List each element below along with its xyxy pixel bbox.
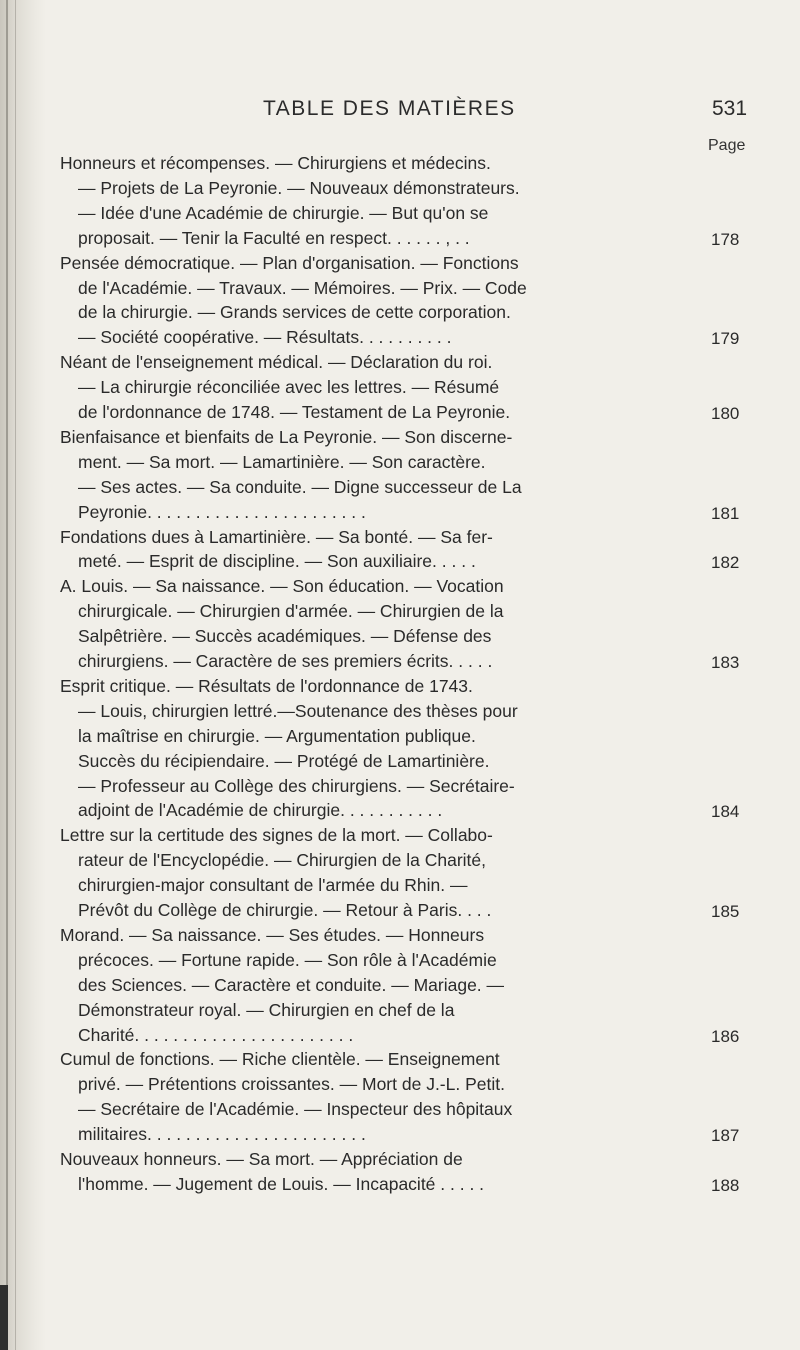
toc-entry-first-line: Pensée démocratique. — Plan d'organisation. — Fonctions <box>60 252 519 273</box>
toc-entry-first-line: Lettre sur la certitude des signes de la mort. — Collabo- <box>60 825 493 846</box>
page-column-label: Page <box>708 137 746 154</box>
toc-entry-first-line: Cumul de fonctions. — Riche clientèle. — Enseignement <box>60 1049 500 1070</box>
toc-entry-continuation-line: — Société coopérative. — Résultats. . . . . . . . . . <box>78 327 452 348</box>
toc-entry-continuation-line: chirurgicale. — Chirurgien d'armée. — Chirurgien de la <box>78 601 504 622</box>
toc-entry-continuation-line: Démonstrateur royal. — Chirurgien en chef de la <box>78 999 455 1020</box>
toc-entry-first-line: A. Louis. — Sa naissance. — Son éducation. — Vocation <box>60 576 504 597</box>
toc-entry-continuation-line: ment. — Sa mort. — Lamartinière. — Son caractère. <box>78 451 486 472</box>
toc-entry-first-line: Nouveaux honneurs. — Sa mort. — Appréciation de <box>60 1149 463 1169</box>
toc-page-number: 188 <box>711 1175 740 1195</box>
running-head <box>0 97 800 129</box>
toc-entry-continuation-line: chirurgiens. — Caractère de ses premiers écrits. . . . . <box>78 651 493 671</box>
toc-page-number: 181 <box>711 503 740 523</box>
running-head-title: TABLE DES MATIÈRES <box>263 97 516 120</box>
toc-page-number: 186 <box>711 1026 740 1046</box>
toc-entry-continuation-line: de la chirurgie. — Grands services de cette corporation. <box>78 302 511 323</box>
toc-entry-first-line: Bienfaisance et bienfaits de La Peyronie. — Son discerne- <box>60 426 513 447</box>
toc-entry-continuation-line: Charité. . . . . . . . . . . . . . . . . . . . . . . <box>78 1024 354 1045</box>
toc-entry-continuation-line: — Idée d'une Académie de chirurgie. — But qu'on se <box>78 202 489 223</box>
toc-entry-first-line: Esprit critique. — Résultats de l'ordonnance de 1743. <box>60 675 473 696</box>
toc-page-number: 179 <box>711 329 740 349</box>
toc-entry-continuation-line: l'homme. — Jugement de Louis. — Incapacité . . . . . <box>78 1173 485 1194</box>
binding-inner-line <box>15 0 16 1350</box>
toc-entry-first-line: Fondations dues à Lamartinière. — Sa bonté. — Sa fer- <box>60 526 493 547</box>
toc-entry-continuation-line: la maîtrise en chirurgie. — Argumentation publique. <box>78 725 476 746</box>
binding-edge-line <box>6 0 8 1350</box>
binding-dark-mark <box>0 1285 8 1350</box>
toc-entry-continuation-line: privé. — Prétentions croissantes. — Mort de J.-L. Petit. <box>78 1074 505 1095</box>
toc-entry-continuation-line: militaires. . . . . . . . . . . . . . . . . . . . . . . <box>78 1124 366 1145</box>
toc-entry-continuation-line: précoces. — Fortune rapide. — Son rôle à l'Académie <box>78 949 497 970</box>
toc-entry-continuation-line: adjoint de l'Académie de chirurgie. . . . . . . . . . . <box>78 800 443 821</box>
toc-entry-continuation-line: de l'Académie. — Travaux. — Mémoires. — Prix. — Code <box>78 277 527 298</box>
running-head-page-number: 531 <box>712 97 748 120</box>
toc-entry-continuation-line: chirurgien-major consultant de l'armée du Rhin. — <box>78 875 468 896</box>
toc-page-number: 183 <box>711 653 740 672</box>
toc-entry-continuation-line: Peyronie. . . . . . . . . . . . . . . . . . . . . . . <box>78 501 366 522</box>
toc-entry-continuation-line: — Secrétaire de l'Académie. — Inspecteur des hôpitaux <box>78 1099 513 1120</box>
toc-entry-continuation-line: — Projets de La Peyronie. — Nouveaux démonstrateurs. <box>78 177 520 198</box>
toc-entry-first-line: Morand. — Sa naissance. — Ses études. — Honneurs <box>60 924 485 945</box>
toc-entry-continuation-line: proposait. — Tenir la Faculté en respect. . . . . . , . . <box>78 227 470 248</box>
toc-entry-continuation-line: de l'ordonnance de 1748. — Testament de La Peyronie. <box>78 402 511 422</box>
toc-entry-continuation-line: — Ses actes. — Sa conduite. — Digne successeur de La <box>78 476 522 497</box>
toc-page-number: 185 <box>711 902 740 921</box>
toc-entry-continuation-line: Succès du récipiendaire. — Protégé de Lamartinière. <box>78 750 490 771</box>
toc-page-number: 178 <box>711 229 740 249</box>
toc-entry-continuation-line: — Professeur au Collège des chirurgiens. — Secrétaire- <box>78 775 515 796</box>
toc-entry-continuation-line: — La chirurgie réconciliée avec les lettres. — Résumé <box>78 377 500 398</box>
toc-page-number: 184 <box>711 802 740 822</box>
toc-entry-continuation-line: rateur de l'Encyclopédie. — Chirurgien de la Charité, <box>78 850 486 871</box>
toc-entry-continuation-line: meté. — Esprit de discipline. — Son auxiliaire. . . . . <box>78 551 476 572</box>
toc-page-number: 182 <box>711 553 740 573</box>
toc-entry-first-line: Honneurs et récompenses. — Chirurgiens et médecins. <box>60 153 491 173</box>
toc-page-number: 187 <box>711 1126 740 1146</box>
toc-entry-continuation-line: Prévôt du Collège de chirurgie. — Retour à Paris. . . . <box>78 900 492 920</box>
toc-page-number: 180 <box>711 404 740 423</box>
toc-entry-first-line: Néant de l'enseignement médical. — Déclaration du roi. <box>60 352 493 373</box>
toc-entry-continuation-line: des Sciences. — Caractère et conduite. — Mariage. — <box>78 974 505 995</box>
toc-entry-continuation-line: — Louis, chirurgien lettré.—Soutenance des thèses pour <box>78 700 518 721</box>
toc-entry-continuation-line: Salpêtrière. — Succès académiques. — Défense des <box>78 626 492 647</box>
